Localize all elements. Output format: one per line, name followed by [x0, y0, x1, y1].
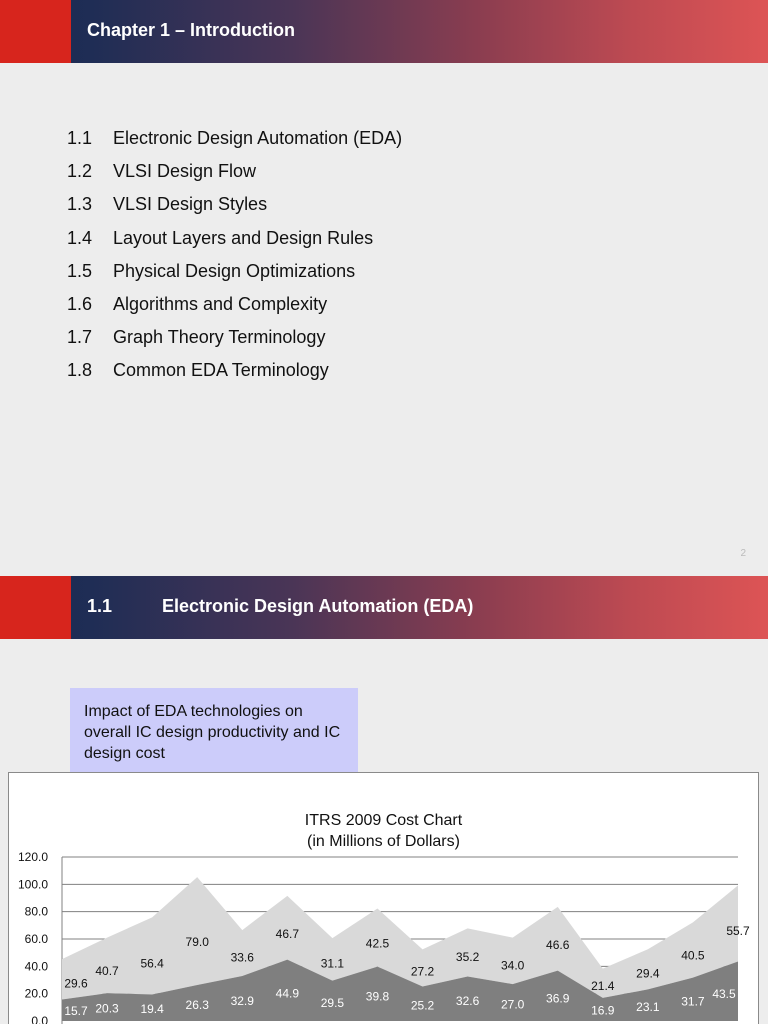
- toc-item: [67, 228, 402, 261]
- toc-item: [67, 261, 402, 294]
- toc-item: [67, 128, 402, 161]
- data-label-series-2: 46.6: [546, 938, 570, 953]
- data-label-series-1: 19.4: [140, 1002, 164, 1017]
- slide-title: Electronic Design Automation (EDA): [162, 596, 474, 616]
- toc-item-label: Physical Design Optimizations: [113, 260, 356, 281]
- toc-item-number: 1.1: [67, 128, 93, 148]
- y-tick-label: 120.0: [17, 850, 48, 864]
- data-label-series-1: 39.8: [365, 989, 390, 1004]
- data-label-series-2: 29.4: [636, 966, 660, 981]
- toc-item-number: 1.2: [67, 161, 93, 182]
- toc-item-number: 1.3: [67, 194, 93, 215]
- toc-item: [67, 360, 402, 393]
- data-label-series-2: 40.5: [681, 948, 705, 963]
- data-label-series-1: 36.9: [546, 991, 570, 1006]
- data-label-series-2: 79.0: [185, 934, 209, 949]
- toc-item: [67, 194, 402, 227]
- data-label-series-1: 44.9: [275, 986, 300, 1001]
- toc-item-label: VLSI Design Styles: [113, 194, 268, 215]
- data-label-series-2: 46.7: [275, 927, 300, 942]
- data-label-series-2: 31.1: [320, 956, 345, 971]
- data-label-series-1: 32.9: [230, 993, 254, 1008]
- y-tick-label: 0.0: [31, 1014, 48, 1024]
- callout-box: Impact of EDA technologies on overall IC design productivity and IC design cost: [70, 688, 358, 778]
- data-label-series-2: 33.6: [230, 950, 254, 965]
- section-number: 1.1: [87, 596, 113, 616]
- data-label-series-1: 27.0: [500, 997, 525, 1012]
- data-label-series-2: 42.5: [365, 936, 390, 951]
- data-label-series-1: 26.3: [185, 997, 209, 1012]
- toc-item-label: VLSI Design Flow: [113, 161, 257, 182]
- header-red-block: [0, 576, 71, 639]
- toc-item-number: 1.7: [67, 327, 93, 348]
- toc-item-number: 1.5: [67, 260, 93, 281]
- data-label-series-2: 21.4: [591, 979, 615, 994]
- data-label-series-2: 55.7: [726, 924, 750, 939]
- toc-item-number: 1.6: [67, 293, 93, 314]
- data-label-series-1: 16.9: [591, 1003, 615, 1018]
- toc-item-number: 1.4: [67, 227, 93, 248]
- data-label-series-1: 15.7: [64, 1004, 88, 1018]
- slide-header: [0, 0, 768, 63]
- toc-item-label: Algorithms and Complexity: [113, 293, 328, 314]
- data-label-series-1: 23.1: [636, 999, 660, 1014]
- slide-header: [0, 576, 768, 639]
- y-tick-label: 60.0: [24, 932, 48, 946]
- data-label-series-2: 40.7: [95, 964, 119, 979]
- toc-item-number: 1.8: [67, 360, 93, 381]
- y-tick-label: 100.0: [17, 877, 48, 892]
- chart-subtitle: (in Millions of Dollars): [307, 833, 460, 850]
- y-tick-label: 80.0: [24, 904, 48, 919]
- cost-area-chart: [9, 773, 760, 1024]
- toc-item: [67, 161, 402, 194]
- table-of-contents: [67, 128, 402, 394]
- data-label-series-2: 35.2: [455, 950, 480, 965]
- data-label-series-1: 31.7: [681, 994, 705, 1009]
- toc-item-label: Common EDA Terminology: [113, 360, 329, 381]
- y-tick-label: 20.0: [24, 986, 48, 1001]
- header-red-block: [0, 0, 71, 63]
- data-label-series-1: 32.6: [455, 993, 480, 1008]
- chart-container: [8, 772, 759, 1024]
- slide-title: Chapter 1 – Introduction: [87, 20, 296, 40]
- toc-item: [67, 294, 402, 327]
- data-label-series-2: 56.4: [140, 956, 164, 971]
- page-number: 2: [740, 548, 746, 559]
- toc-item-label: Electronic Design Automation (EDA): [113, 128, 403, 148]
- toc-item-label: Layout Layers and Design Rules: [113, 227, 374, 248]
- toc-item: [67, 327, 402, 360]
- toc-item-label: Graph Theory Terminology: [113, 327, 326, 348]
- data-label-series-2: 34.0: [500, 958, 525, 973]
- slide-eda: [0, 576, 768, 1024]
- data-label-series-2: 27.2: [410, 964, 435, 979]
- data-label-series-1: 29.5: [320, 995, 345, 1010]
- y-tick-label: 40.0: [24, 959, 48, 974]
- chart-title: ITRS 2009 Cost Chart: [304, 812, 463, 829]
- data-label-series-2: 29.6: [64, 976, 88, 991]
- data-label-series-1: 25.2: [410, 998, 435, 1013]
- data-label-series-1: 20.3: [95, 1001, 119, 1016]
- data-label-series-1: 43.5: [712, 987, 736, 1002]
